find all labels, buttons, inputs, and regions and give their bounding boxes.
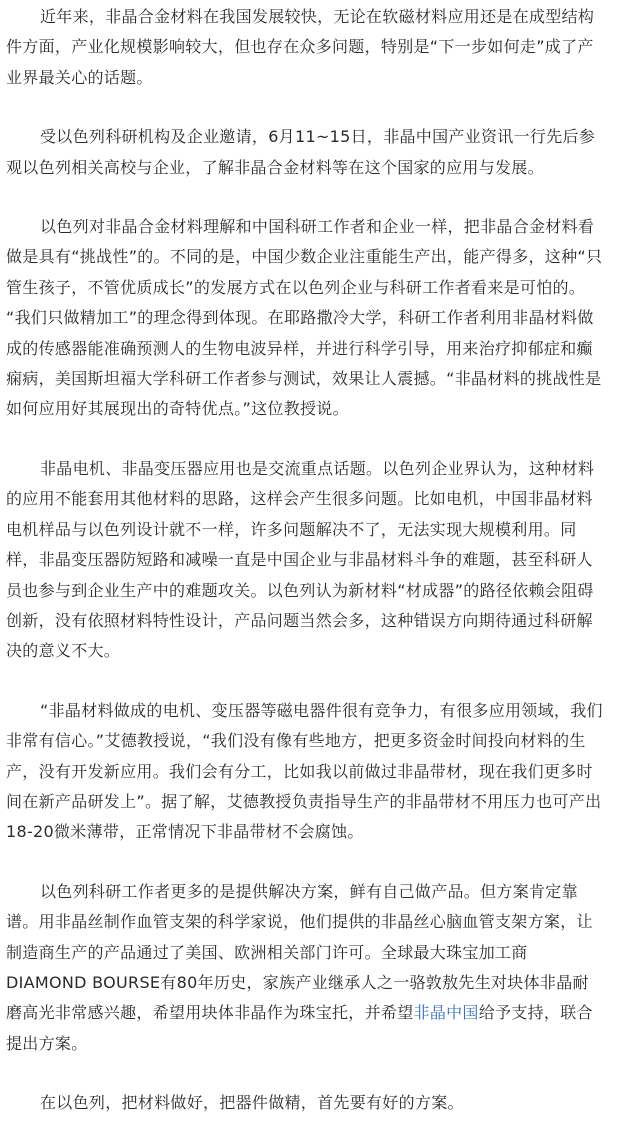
paragraph-line: 件方面，产业化规模影响较大，但也存在众多问题，特别是“下一步如何走”成了产 (6, 37, 594, 57)
paragraph-line: 做是具有“挑战性”的。不同的是，中国少数企业注重能生产出，能产得多，这种“只 (6, 247, 603, 267)
paragraph-line: 制造商生产的产品通过了美国、欧洲相关部门许可。全球最大珠宝加工商 (6, 942, 528, 962)
paragraph-line: 近年来，非晶合金材料在我国发展较快，无论在软磁材料应用还是在成型结构 (40, 7, 595, 26)
paragraph-4 (6, 454, 628, 667)
paragraph-line-text: 给予支持，联合 (478, 1003, 593, 1023)
paragraph-line-with-link (6, 998, 628, 1028)
paragraph-line: 业界最关心的话题。 (6, 67, 153, 87)
paragraph-line: 非晶电机、非晶变压器应用也是交流重点话题。以色列企业界认为，这种材料 (40, 458, 595, 478)
paragraph-line: 以色列对非晶合金材料理解和中国科研工作者和企业一样，把非晶合金材料看 (40, 217, 595, 237)
paragraph-line: 电机样品与以色列设计就不一样，许多问题解决不了，无法实现大规模利用。同 (6, 519, 577, 539)
paragraph-line: 创新，没有依照材料特性设计，产品问题当然会多，这种错误方向期待通过科研解 (6, 610, 593, 630)
paragraph-line: “非晶材料做成的电机、变压器等磁电器件很有竞争力，有很多应用领域，我们 (40, 700, 603, 720)
paragraph-line: 谱。用非晶丝制作血管支架的科学家说，他们提供的非晶丝心脑血管支架方案，让 (6, 912, 593, 932)
paragraph-2 (6, 122, 628, 183)
paragraph-line: 管生孩子，不管优质成长”的发展方式在以色列企业与科研工作者看来是可怕的。 (6, 277, 586, 297)
paragraph-line: 产，没有开发新应用。我们会有分工，比如我以前做过非晶带材，现在我们更多时 (6, 761, 593, 781)
paragraph-line: 样，非晶变压器防短路和减噪一直是中国企业与非晶材料斗争的难题，甚至科研人 (6, 550, 593, 570)
paragraph-3 (6, 212, 628, 425)
paragraph-5 (6, 696, 628, 848)
paragraph-line: 成的传感器能准确预测人的生物电波异样，并进行科学引导，用来治疗抑郁症和癫 (6, 338, 593, 358)
paragraph-line: 间在新产品研发上”。据了解，艾德教授负责指导生产的非晶带材不用压力也可产出 (6, 791, 602, 811)
article-body (6, 0, 628, 1119)
paragraph-line-text: 磨高光非常感兴趣，希望用块体非晶作为珠宝托，并希望 (6, 1003, 414, 1023)
paragraph-line: DIAMOND BOURSE有80年历史，家族产业继承人之一骆敦敖先生对块体非晶耐 (6, 972, 589, 992)
paragraph-line: 以色列科研工作者更多的是提供解决方案，鲜有自己做产品。但方案肯定靠 (40, 881, 578, 901)
paragraph-line: 18-20微米薄带，正常情况下非晶带材不会腐蚀。 (6, 822, 364, 842)
paragraph-7 (6, 1088, 628, 1118)
paragraph-6 (6, 877, 628, 1059)
paragraph-line: 观以色列相关高校与企业，了解非晶合金材料等在这个国家的应用与发展。 (6, 157, 544, 177)
paragraph-line: 决的意义不大。 (6, 641, 121, 661)
paragraph-line: 非常有信心。”艾德教授说，“我们没有像有些地方，把更多资金时间投向材料的生 (6, 731, 586, 751)
paragraph-line: 痫病，美国斯坦福大学科研工作者参与测试，效果让人震撼。“非晶材料的挑战性是 (6, 369, 602, 389)
paragraph-line: 提出方案。 (6, 1033, 88, 1053)
paragraph-line: “我们只做精加工”的理念得到体现。在耶路撒冷大学，科研工作者利用非晶材料做 (6, 308, 594, 328)
paragraph-line: 员也参与到企业生产中的难题攻关。以色列认为新材料“材成器”的路径依赖会阻碍 (6, 580, 594, 600)
paragraph-1 (6, 2, 628, 93)
paragraph-line: 受以色列科研机构及企业邀请，6月11~15日，非晶中国产业资讯一行先后参 (40, 127, 596, 147)
paragraph-line: 的应用不能套用其他材料的思路，这样会产生很多问题。比如电机，中国非晶材料 (6, 489, 593, 509)
feijing-china-link[interactable]: 非晶中国 (413, 1003, 479, 1023)
paragraph-line: 在以色列，把材料做好，把器件做精，首先要有好的方案。 (40, 1093, 464, 1113)
paragraph-line: 如何应用好其展现出的奇特优点。”这位教授说。 (6, 399, 349, 419)
